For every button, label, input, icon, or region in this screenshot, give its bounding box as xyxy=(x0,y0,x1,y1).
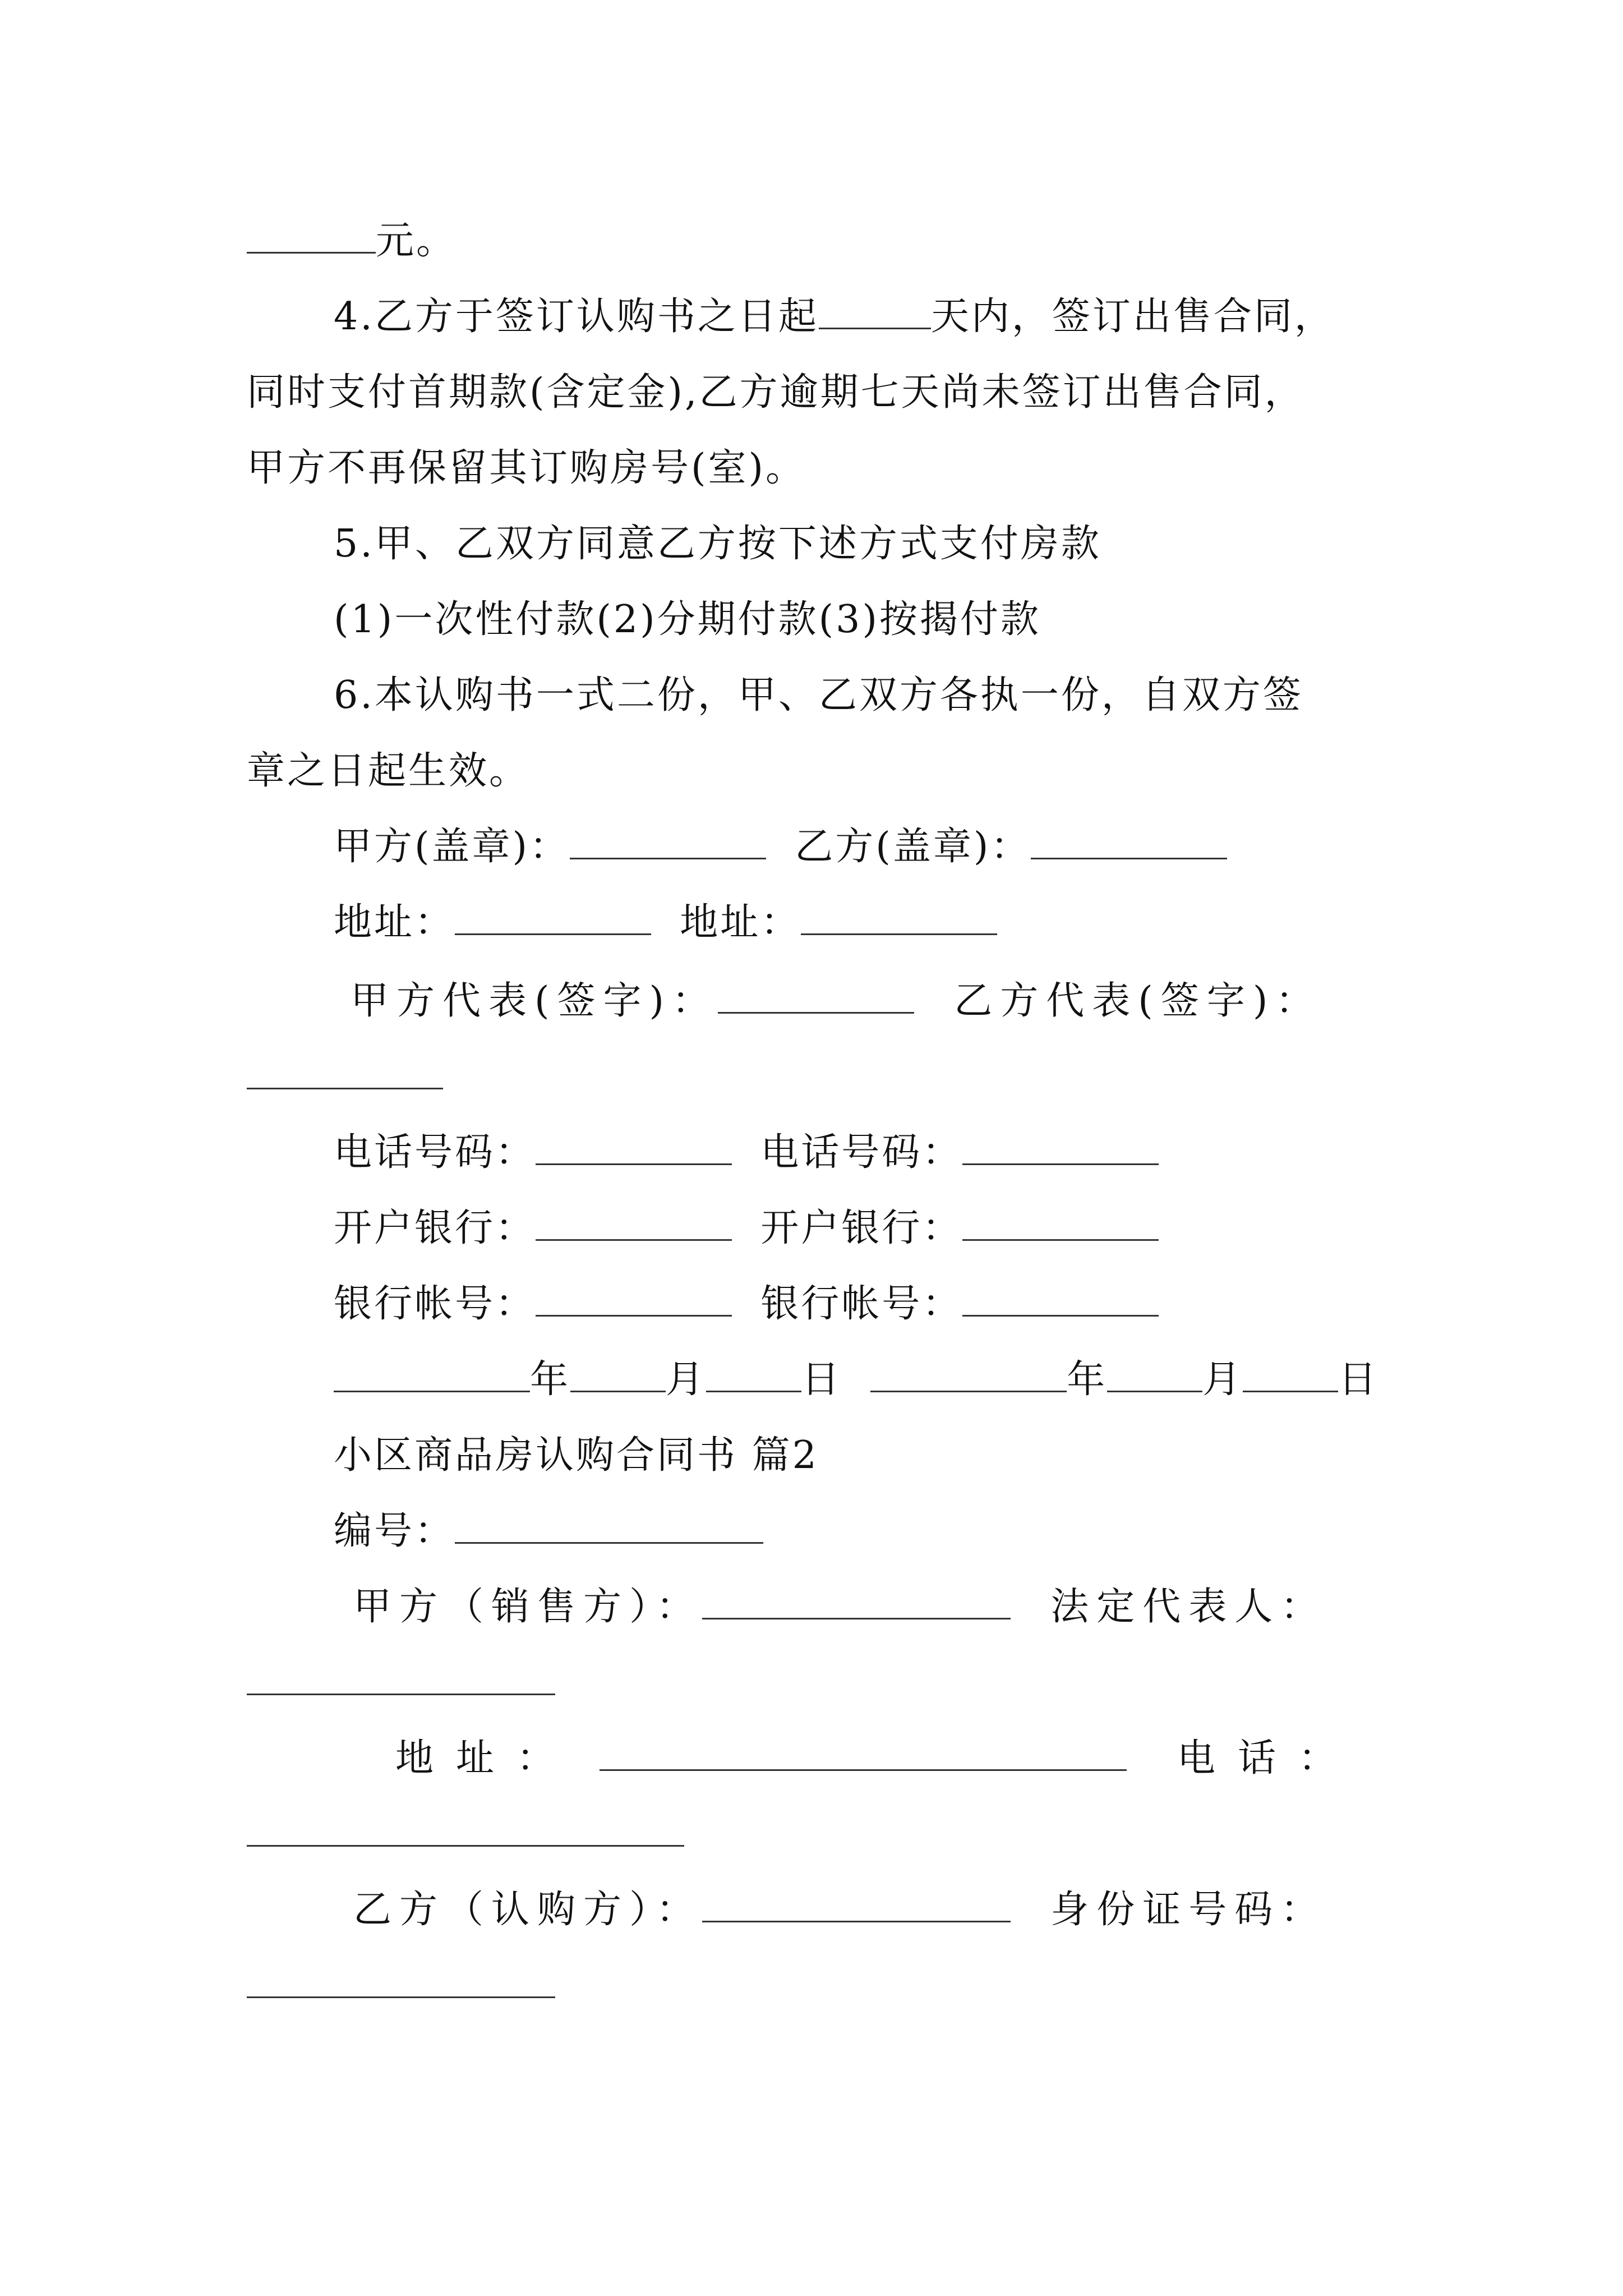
rep-b-label: 乙方代表(签字)： xyxy=(954,979,1322,1023)
seller-blank[interactable] xyxy=(702,1582,1011,1619)
date-b-day-label: 日 xyxy=(1338,1358,1379,1402)
date-b-year-label: 年 xyxy=(1067,1358,1108,1402)
rep-a-blank[interactable] xyxy=(718,976,914,1014)
id-number-blank[interactable] xyxy=(247,1961,555,1998)
clause-4-line-2: 同时支付首期款(含定金),乙方逾期七天尚未签订出售合同， xyxy=(247,370,1305,415)
clause-5: 5.甲、乙双方同意乙方按下述方式支付房款 xyxy=(334,522,1101,566)
phone-a-label: 电话号码： xyxy=(334,1130,536,1175)
account-row xyxy=(334,1276,1159,1332)
date-a-day-blank[interactable] xyxy=(706,1355,801,1392)
seller-address-label: 地址： xyxy=(395,1736,578,1780)
date-b-month-blank[interactable] xyxy=(1107,1355,1202,1392)
date-row xyxy=(334,1352,1378,1408)
blank-days[interactable] xyxy=(819,292,931,329)
seller-address-row xyxy=(395,1731,1359,1787)
clause-4-prefix: 4.乙方于签订认购书之日起 xyxy=(334,295,819,339)
address-a-label: 地址： xyxy=(334,900,455,945)
buyer-blank[interactable] xyxy=(702,1885,1011,1922)
clause-6-line-1: 6.本认购书一式二份，甲、乙双方各执一份，自双方签 xyxy=(334,673,1303,717)
date-a-year-label: 年 xyxy=(530,1358,571,1402)
address-b-label: 地址： xyxy=(680,900,801,945)
party-a-seal-label: 甲方(盖章)： xyxy=(334,825,570,869)
rep-b-blank[interactable] xyxy=(247,1052,443,1089)
representative-row xyxy=(351,973,1321,1029)
seller-phone-blank-line xyxy=(247,1806,684,1862)
line-amount-suffix xyxy=(247,213,457,269)
date-a-month-blank[interactable] xyxy=(570,1355,666,1392)
account-b-blank[interactable] xyxy=(962,1279,1159,1317)
legal-rep-blank[interactable] xyxy=(247,1658,555,1695)
date-a-year-blank[interactable] xyxy=(334,1355,530,1392)
party-b-seal-label: 乙方(盖章)： xyxy=(795,825,1031,869)
id-number-label: 身份证号码： xyxy=(1050,1888,1327,1932)
seller-phone-label: 电话： xyxy=(1177,1736,1359,1780)
seller-label: 甲方（销售方）： xyxy=(353,1585,703,1629)
section-2-title: 小区商品房认购合同书 篇2 xyxy=(334,1433,819,1478)
address-row xyxy=(334,895,997,951)
account-a-blank[interactable] xyxy=(536,1279,732,1317)
buyer-row xyxy=(353,1882,1326,1938)
blank-amount[interactable] xyxy=(247,216,376,254)
rep-b-blank-line xyxy=(247,1049,443,1105)
address-a-blank[interactable] xyxy=(455,898,651,935)
clause-6-line-2: 章之日起生效。 xyxy=(247,749,530,793)
text-yuan: 元。 xyxy=(376,219,457,263)
phone-b-blank[interactable] xyxy=(962,1128,1159,1165)
bank-row xyxy=(334,1200,1159,1257)
number-row xyxy=(334,1503,763,1559)
phone-row xyxy=(334,1125,1159,1181)
seller-row xyxy=(353,1579,1326,1635)
seal-row xyxy=(334,819,1227,875)
phone-a-blank[interactable] xyxy=(536,1128,732,1165)
account-a-label: 银行帐号： xyxy=(334,1282,536,1326)
date-b-month-label: 月 xyxy=(1202,1358,1243,1402)
number-blank[interactable] xyxy=(455,1506,763,1544)
rep-a-label: 甲方代表(签字)： xyxy=(351,979,718,1023)
address-b-blank[interactable] xyxy=(801,898,997,935)
payment-options: (1)一次性付款(2)分期付款(3)按揭付款 xyxy=(334,597,1041,642)
bank-b-label: 开户银行： xyxy=(760,1206,963,1250)
clause-4-line-1 xyxy=(334,289,1335,345)
clause-4-line-3: 甲方不再保留其订购房号(室)。 xyxy=(247,446,806,490)
seller-address-blank[interactable] xyxy=(600,1733,1127,1771)
party-b-seal-blank[interactable] xyxy=(1031,822,1227,859)
phone-b-label: 电话号码： xyxy=(760,1130,963,1175)
id-blank-line xyxy=(247,1958,555,2014)
date-b-year-blank[interactable] xyxy=(870,1355,1067,1392)
date-b-day-blank[interactable] xyxy=(1243,1355,1338,1392)
legal-rep-label: 法定代表人： xyxy=(1050,1585,1327,1629)
bank-a-label: 开户银行： xyxy=(334,1206,536,1250)
legal-rep-blank-line xyxy=(247,1655,555,1711)
account-b-label: 银行帐号： xyxy=(760,1282,963,1326)
date-a-month-label: 月 xyxy=(666,1358,707,1402)
number-label: 编号： xyxy=(334,1509,455,1553)
clause-4-suffix: 天内，签订出售合同， xyxy=(930,295,1335,339)
bank-a-blank[interactable] xyxy=(536,1203,732,1241)
bank-b-blank[interactable] xyxy=(962,1203,1159,1241)
seller-phone-blank[interactable] xyxy=(247,1809,684,1847)
party-a-seal-blank[interactable] xyxy=(570,822,766,859)
date-a-day-label: 日 xyxy=(801,1358,842,1402)
buyer-label: 乙方（认购方）： xyxy=(353,1888,703,1932)
